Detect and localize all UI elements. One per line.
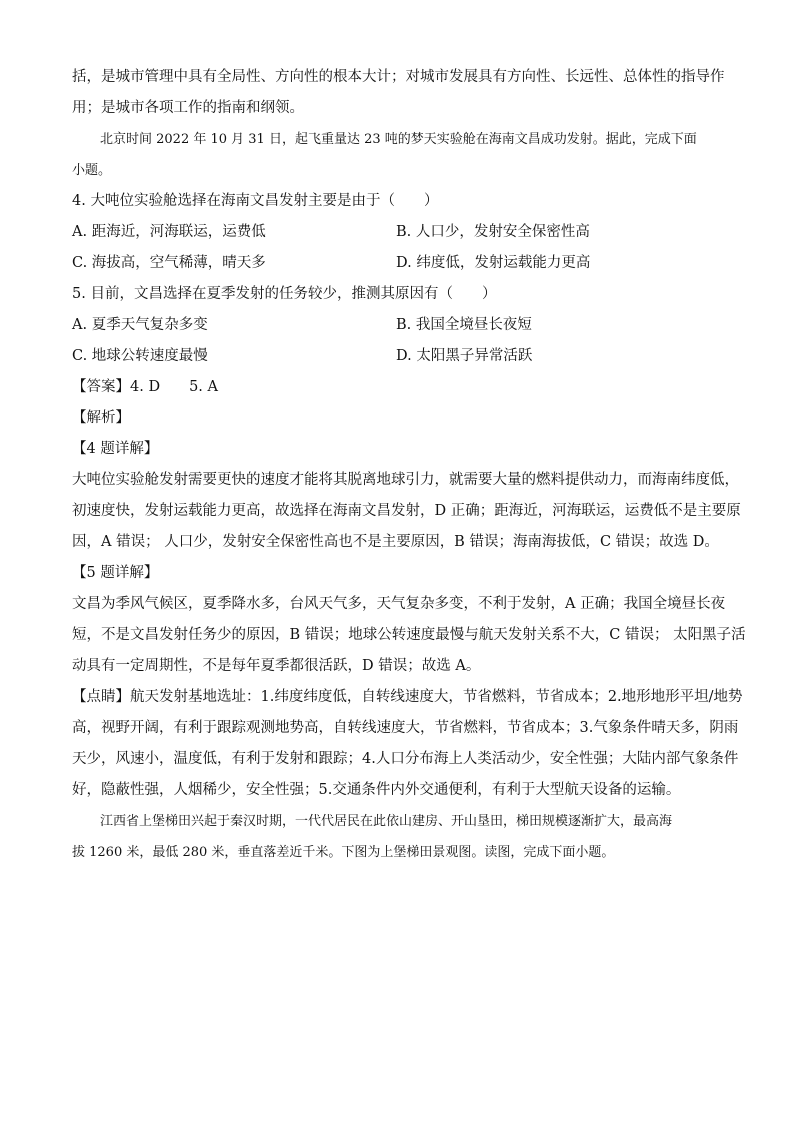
option-a: A. 夏季天气复杂多变 <box>72 317 208 333</box>
question-intro: 江西省上堡梯田兴起于秦汉时期，一代代居民在此依山建房、开山垦田，梯田规模逐渐扩大，最高海 <box>100 814 673 829</box>
detail-4-line: 初速度快，发射运载能力更高，故选择在海南文昌发射，D 正确；距海近，河海联运，运费低不是主要原 <box>72 503 741 519</box>
question-intro: 北京时间 2022 年 10 月 31 日，起飞重量达 23 吨的梦天实验舱在海南文昌成功发射。据此，完成下面 <box>100 132 697 147</box>
detail-5-line: 文昌为季风气候区，夏季降水多，台风天气多，天气复杂多变，不利于发射，A 正确；我国全境昼长夜 <box>72 596 726 612</box>
note-line: 天少，风速小，温度低，有利于发射和跟踪；4.人口分布海上人类活动少，安全性强；大陆内部气象条件 <box>72 751 739 767</box>
option-a: A. 距海近，河海联运，运费低 <box>72 224 266 240</box>
note-label: 【点睛】 <box>72 689 130 705</box>
answer-line <box>72 372 724 403</box>
answer-label: 【答案】 <box>72 379 130 395</box>
detail-5-line: 动具有一定周期性，不是每年夏季都很活跃，D 错误；故选 A。 <box>72 658 481 674</box>
option-row <box>72 310 724 341</box>
detail-4-label: 【4 题详解】 <box>72 441 159 457</box>
option-d: D. 纬度低，发射运载能力更高 <box>396 255 591 271</box>
note-line: 好，隐蔽性强，人烟稀少，安全性强；5.交通条件内外交通便利，有利于大型航天设备的运输。 <box>72 782 681 798</box>
option-row <box>72 341 724 372</box>
detail-4-line: 因，A 错误； 人口少，发射安全保密性高也不是主要原因，B 错误；海南海拔低，C 错误；故选 D。 <box>72 534 719 550</box>
analysis-label: 【解析】 <box>72 410 130 426</box>
detail-4-line: 大吨位实验舱发射需要更快的速度才能将其脱离地球引力，就需要大量的燃料提供动力，而海南纬度低， <box>72 472 739 488</box>
option-b: B. 我国全境昼长夜短 <box>396 317 532 333</box>
question-stem: 5. 目前，文昌选择在夏季发射的任务较少，推测其原因有（ ） <box>72 286 497 302</box>
option-d: D. 太阳黑子异常活跃 <box>396 348 533 364</box>
question-stem: 4. 大吨位实验舱选择在海南文昌发射主要是由于（ ） <box>72 193 439 209</box>
option-c: C. 地球公转速度最慢 <box>72 348 208 364</box>
note-line: 高，视野开阔，有利于跟踪观测地势高，自转线速度大，节省燃料，节省成本；3.气象条件晴天多，阴雨 <box>72 720 739 736</box>
question-intro: 小题。 <box>72 163 112 178</box>
detail-5-label: 【5 题详解】 <box>72 565 159 581</box>
answer-text: 4. D 5. A <box>130 379 218 395</box>
note-line <box>72 682 743 713</box>
paragraph-line: 括，是城市管理中具有全局性、方向性的根本大计；对城市发展具有方向性、长远性、总体性的指导作 <box>72 69 725 85</box>
detail-5-line: 短，不是文昌发射任务少的原因，B 错误；地球公转速度最慢与航天发射关系不大，C 错误； 太阳黑子活 <box>72 627 746 643</box>
option-row <box>72 248 724 279</box>
option-b: B. 人口少，发射安全保密性高 <box>396 224 590 240</box>
paragraph-line: 用；是城市各项工作的指南和纲领。 <box>72 100 304 116</box>
option-c: C. 海拔高，空气稀薄，晴天多 <box>72 255 266 271</box>
option-row <box>72 217 724 248</box>
note-text: 航天发射基地选址：1.纬度纬度低，自转线速度大，节省燃料，节省成本；2.地形地形平坦/地势 <box>130 689 743 705</box>
question-intro: 拔 1260 米，最低 280 米，垂直落差近千米。下图为上堡梯田景观图。读图，完成下面小题。 <box>72 845 615 860</box>
document-page <box>72 62 746 868</box>
